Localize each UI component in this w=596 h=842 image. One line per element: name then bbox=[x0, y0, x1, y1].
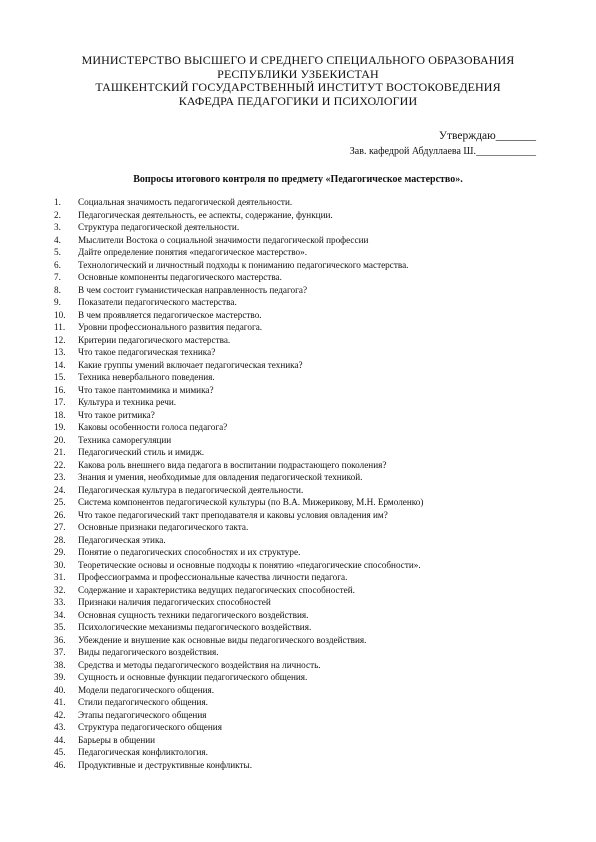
question-number: 18. bbox=[54, 409, 66, 420]
question-item bbox=[54, 721, 554, 734]
question-item bbox=[54, 471, 554, 484]
question-item bbox=[54, 196, 554, 209]
question-item bbox=[54, 246, 554, 259]
question-number: 15. bbox=[54, 372, 66, 382]
question-text: Педагогическая этика. bbox=[78, 534, 166, 545]
republic-line: РЕСПУБЛИКИ УЗБЕКИСТАН bbox=[217, 66, 379, 81]
question-item bbox=[54, 684, 554, 697]
question-text: В чем проявляется педагогическое мастерство. bbox=[78, 309, 262, 320]
question-number: 31. bbox=[54, 572, 66, 582]
question-item bbox=[54, 221, 554, 234]
question-number: 2. bbox=[54, 209, 61, 220]
question-item bbox=[54, 346, 554, 359]
question-item bbox=[54, 396, 554, 409]
question-number: 46. bbox=[54, 759, 66, 770]
question-number: 16. bbox=[54, 384, 66, 395]
question-number: 24. bbox=[54, 484, 66, 495]
question-number: 33. bbox=[54, 597, 66, 607]
question-text: Уровни профессионального развития педагога. bbox=[78, 322, 263, 332]
question-number: 20. bbox=[54, 434, 66, 445]
question-number: 37. bbox=[54, 647, 66, 657]
question-item bbox=[54, 759, 554, 772]
question-item bbox=[54, 609, 554, 622]
question-text: Продуктивные и деструктивные конфликты. bbox=[78, 759, 253, 770]
question-number: 9. bbox=[54, 297, 61, 307]
question-item bbox=[54, 359, 554, 372]
question-text: Что такое пантомимика и мимика? bbox=[78, 384, 214, 395]
question-number: 12. bbox=[54, 334, 66, 345]
question-text: Основные признаки педагогического такта. bbox=[78, 522, 249, 532]
question-number: 43. bbox=[54, 722, 66, 732]
question-number: 10. bbox=[54, 309, 66, 320]
question-item bbox=[54, 421, 554, 434]
question-item bbox=[54, 696, 554, 709]
question-number: 11. bbox=[54, 322, 66, 332]
question-text: Понятие о педагогических способностях и их структуре. bbox=[78, 547, 301, 557]
question-text: Структура педагогического общения bbox=[78, 722, 222, 732]
question-text: Техника саморегуляции bbox=[78, 434, 172, 445]
question-text: Социальная значимость педагогической деятельности. bbox=[78, 197, 293, 207]
question-text: Технологический и личностный подходы к пониманию педагогического мастерства. bbox=[78, 259, 409, 270]
question-text: Этапы педагогического общения bbox=[78, 709, 207, 720]
question-item bbox=[54, 446, 554, 459]
question-text: Что такое ритмика? bbox=[78, 409, 155, 420]
question-text: Признаки наличия педагогических способностей bbox=[78, 597, 271, 607]
question-item bbox=[54, 584, 554, 597]
question-item bbox=[54, 234, 554, 247]
question-text: Педагогическая культура в педагогической деятельности. bbox=[78, 484, 304, 495]
question-number: 8. bbox=[54, 284, 61, 295]
question-item bbox=[54, 296, 554, 309]
question-item bbox=[54, 284, 554, 297]
question-number: 36. bbox=[54, 634, 66, 645]
question-item bbox=[54, 571, 554, 584]
question-item bbox=[54, 546, 554, 559]
question-text: Структура педагогической деятельности. bbox=[78, 222, 240, 232]
question-number: 1. bbox=[54, 197, 61, 207]
question-text: В чем состоит гуманистическая направленность педагога? bbox=[78, 284, 308, 295]
question-text: Стили педагогического общения. bbox=[78, 697, 208, 707]
question-number: 45. bbox=[54, 747, 66, 757]
question-text: Сущность и основные функции педагогического общения. bbox=[78, 672, 308, 682]
question-number: 6. bbox=[54, 259, 61, 270]
question-text: Средства и методы педагогического воздействия на личность. bbox=[78, 659, 321, 670]
questions-list bbox=[54, 196, 554, 771]
ministry-line: МИНИСТЕРСТВО ВЫСШЕГО И СРЕДНЕГО СПЕЦИАЛЬНОГО ОБРАЗОВАНИЯ bbox=[81, 53, 515, 67]
question-item bbox=[54, 334, 554, 347]
question-number: 19. bbox=[54, 422, 66, 432]
question-item bbox=[54, 209, 554, 222]
question-number: 29. bbox=[54, 547, 66, 557]
question-text: Каковы особенности голоса педагога? bbox=[78, 422, 228, 432]
question-item bbox=[54, 259, 554, 272]
question-number: 42. bbox=[54, 709, 66, 720]
question-item bbox=[54, 434, 554, 447]
question-item bbox=[54, 484, 554, 497]
question-number: 21. bbox=[54, 447, 66, 457]
department-line: КАФЕДРА ПЕДАГОГИКИ И ПСИХОЛОГИИ bbox=[178, 93, 418, 108]
question-item bbox=[54, 709, 554, 722]
question-text: Основная сущность техники педагогического воздействия. bbox=[78, 609, 309, 620]
question-number: 38. bbox=[54, 659, 66, 670]
head-of-department-line: Зав. кафедрой Абдуллаева Ш.____________ bbox=[349, 146, 536, 157]
question-item bbox=[54, 621, 554, 634]
question-number: 41. bbox=[54, 697, 66, 707]
question-text: Какова роль внешнего вида педагога в воспитании подрастающего поколения? bbox=[78, 459, 387, 470]
approval-line: Утверждаю_______ bbox=[438, 130, 536, 142]
question-item bbox=[54, 596, 554, 609]
approval-block bbox=[350, 128, 536, 160]
question-number: 14. bbox=[54, 359, 66, 370]
question-item bbox=[54, 659, 554, 672]
question-item bbox=[54, 409, 554, 422]
question-text: Теоретические основы и основные подходы к понятию «педагогические способности». bbox=[78, 559, 421, 570]
question-text: Техника невербального поведения. bbox=[78, 372, 215, 382]
question-text: Что такое педагогическая техника? bbox=[78, 347, 216, 357]
question-text: Система компонентов педагогической культуры (по В.А. Мижерикову, М.Н. Ермоленко) bbox=[78, 497, 424, 507]
question-number: 35. bbox=[54, 622, 66, 632]
question-number: 4. bbox=[54, 234, 61, 245]
question-item bbox=[54, 521, 554, 534]
question-number: 30. bbox=[54, 559, 66, 570]
question-number: 13. bbox=[54, 347, 66, 357]
question-text: Педагогическая деятельность, ее аспекты, содержание, функции. bbox=[78, 209, 333, 220]
question-number: 27. bbox=[54, 522, 66, 532]
question-text: Какие группы умений включает педагогическая техника? bbox=[78, 359, 303, 370]
question-item bbox=[54, 646, 554, 659]
question-text: Психологические механизмы педагогического воздействия. bbox=[78, 622, 312, 632]
question-text: Педагогическая конфликтология. bbox=[78, 747, 208, 757]
question-text: Убеждение и внушение как основные виды педагогического воздействия. bbox=[78, 634, 367, 645]
question-number: 40. bbox=[54, 684, 66, 695]
question-text: Что такое педагогический такт преподавателя и каковы условия овладения им? bbox=[78, 509, 388, 520]
question-item bbox=[54, 509, 554, 522]
question-item bbox=[54, 384, 554, 397]
question-number: 32. bbox=[54, 584, 66, 595]
question-text: Культура и техника речи. bbox=[78, 397, 177, 407]
question-number: 26. bbox=[54, 509, 66, 520]
question-number: 23. bbox=[54, 472, 66, 482]
question-number: 22. bbox=[54, 459, 66, 470]
question-text: Основные компоненты педагогического мастерства. bbox=[78, 272, 282, 282]
question-text: Дайте определение понятия «педагогическое мастерство». bbox=[78, 247, 308, 257]
question-text: Профессиограмма и профессиональные качества личности педагога. bbox=[78, 572, 348, 582]
question-number: 28. bbox=[54, 534, 66, 545]
question-text: Модели педагогического общения. bbox=[78, 684, 215, 695]
institute-line: ТАШКЕНТСКИЙ ГОСУДАРСТВЕННЫЙ ИНСТИТУТ ВОСТОКОВЕДЕНИЯ bbox=[95, 80, 501, 95]
question-text: Содержание и характеристика ведущих педагогических способностей. bbox=[78, 584, 355, 595]
question-number: 17. bbox=[54, 397, 66, 407]
question-item bbox=[54, 634, 554, 647]
question-item bbox=[54, 534, 554, 547]
question-number: 39. bbox=[54, 672, 66, 682]
question-item bbox=[54, 459, 554, 472]
question-text: Мыслители Востока о социальной значимости педагогической профессии bbox=[78, 234, 369, 245]
question-text: Критерии педагогического мастерства. bbox=[78, 334, 231, 345]
question-item bbox=[54, 496, 554, 509]
question-number: 44. bbox=[54, 734, 66, 745]
question-item bbox=[54, 371, 554, 384]
question-number: 25. bbox=[54, 497, 66, 507]
question-text: Показатели педагогического мастерства. bbox=[78, 297, 237, 307]
question-item bbox=[54, 321, 554, 334]
question-text: Виды педагогического воздействия. bbox=[78, 647, 219, 657]
question-number: 7. bbox=[54, 272, 61, 282]
question-item bbox=[54, 309, 554, 322]
question-number: 34. bbox=[54, 609, 66, 620]
question-number: 3. bbox=[54, 222, 61, 232]
question-item bbox=[54, 271, 554, 284]
question-number: 5. bbox=[54, 247, 61, 257]
question-text: Знания и умения, необходимые для овладения педагогической техникой. bbox=[78, 472, 363, 482]
question-item bbox=[54, 734, 554, 747]
question-item bbox=[54, 559, 554, 572]
document-title: Вопросы итогового контроля по предмету «Педагогическое мастерство». bbox=[133, 174, 463, 185]
question-item bbox=[54, 746, 554, 759]
question-item bbox=[54, 671, 554, 684]
question-text: Барьеры в общении bbox=[78, 734, 156, 745]
question-text: Педагогический стиль и имидж. bbox=[78, 447, 205, 457]
document-header bbox=[40, 54, 556, 108]
